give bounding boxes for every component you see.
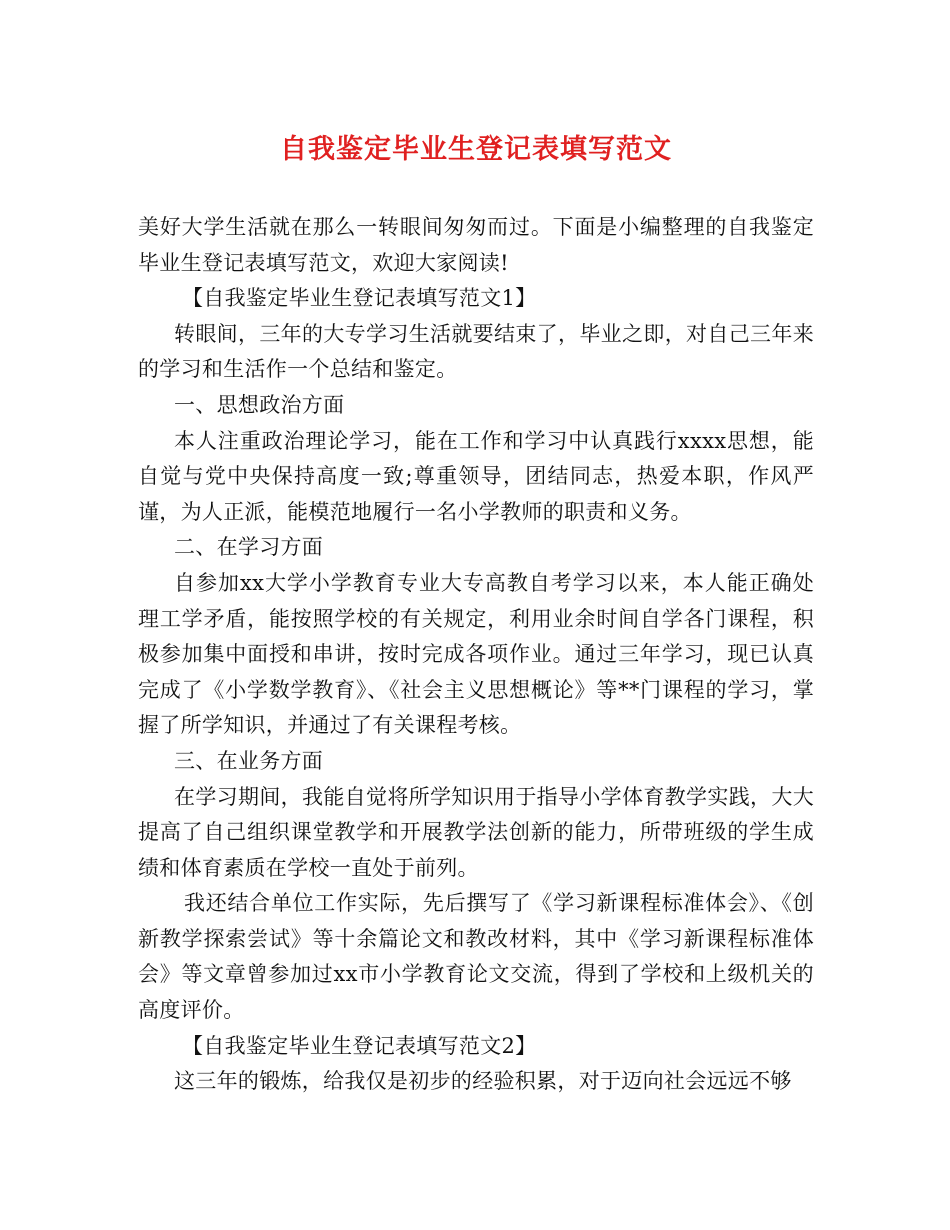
body-paragraph: 我还结合单位工作实际，先后撰写了《学习新课程标准体会》、《创新教学探索尝试》等十余篇论文和教改材料，其中《学习新课程标准体会》等文章曾参加过xx市小学教育论文交流，得到了学校和上级机关的高度评价。 (138, 891, 814, 1023)
subheading-political: 一、思想政治方面 (174, 392, 345, 417)
subheading-study: 二、在学习方面 (174, 535, 324, 560)
subheading-work: 三、在业务方面 (174, 748, 324, 773)
body-paragraph: 自参加xx大学小学教育专业大专高教自考学习以来，本人能正确处理工学矛盾，能按照学校的有关规定，利用业余时间自学各门课程，积极参加集中面授和串讲，按时完成各项作业。通过三年学习，现已认真完成了《小学数学教育》、《社会主义思想概论》等**门课程的学习，掌握了所学知识，并通过了有关课程考核。 (138, 570, 814, 738)
document-page (138, 128, 814, 1100)
body-paragraph: 本人注重政治理论学习，能在工作和学习中认真践行xxxx思想，能自觉与党中央保持高度一致;尊重领导，团结同志，热爱本职，作风严谨，为人正派，能模范地履行一名小学教师的职责和义务。 (138, 428, 814, 524)
section-heading-sample-1: 【自我鉴定毕业生登记表填写范文1】 (182, 286, 537, 311)
section-heading-sample-2: 【自我鉴定毕业生登记表填写范文2】 (182, 1033, 537, 1058)
body-paragraph: 转眼间，三年的大专学习生活就要结束了，毕业之即，对自己三年来的学习和生活作一个总结和鉴定。 (138, 321, 814, 382)
body-paragraph: 在学习期间，我能自觉将所学知识用于指导小学体育教学实践，大大提高了自己组织课堂教学和开展教学法创新的能力，所带班级的学生成绩和体育素质在学校一直处于前列。 (138, 784, 814, 880)
intro-paragraph: 美好大学生活就在那么一转眼间匆匆而过。下面是小编整理的自我鉴定毕业生登记表填写范文，欢迎大家阅读! (138, 215, 814, 275)
document-title: 自我鉴定毕业生登记表填写范文 (280, 134, 672, 165)
body-paragraph: 这三年的锻炼，给我仅是初步的经验积累，对于迈向社会远远不够 (174, 1069, 792, 1094)
